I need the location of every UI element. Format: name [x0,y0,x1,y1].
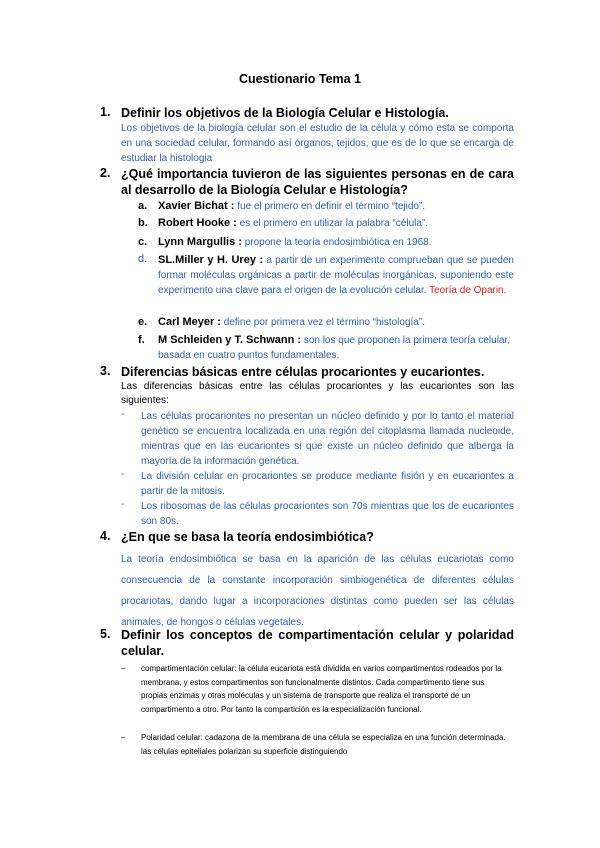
q3-bullet-1-marker: - [121,409,125,420]
question-3-number: 3. [100,364,111,378]
item-d [158,253,514,298]
q5-bullet-2: Polaridad celular: cadazona de la membrana de una célula se especializa en una función determinada. las células epiteliales polarizan su superficie distinguiendo [141,733,506,756]
item-b-desc: es el primero en utilizar la palabra “célula”. [239,218,429,229]
question-2-number: 2. [100,166,111,180]
item-c [158,235,514,250]
item-f-letter: f. [138,334,145,346]
item-a [158,199,514,214]
document-title: Cuestionario Tema 1 [238,72,362,86]
question-5-number: 5. [100,627,111,641]
q3-bullet-1: Las células procariontes no presentan un núcleo definido y por lo tanto el material genético se encuentra localizada en una región del citoplasma llamada nucleoide, mientras que en las eucariontes si que existe un núcleo definido que alberga la mayoría de la información genética. [141,411,514,467]
q5-bullet-1-marker: – [121,664,126,673]
question-3-text: Diferencias básicas entre células procariontes y eucariontes. [121,365,485,379]
item-d-desc: a partir de un experimento comprueban que se pueden formar moléculas orgánicas a partir de moléculas inorgánicas, suponiendo este experimento una clave para el origen de la evolución celular. [158,255,514,296]
question-4-text: ¿En que se basa la teoría endosimbiótica? [121,530,374,544]
item-d-name: SL.Miller y H. Urey : [158,254,264,266]
question-1-answer: Los objetivos de la biología celular son el estudio de la célula y cómo esta se comporta en una sociedad celular, formando así órganos, tejidos, que es de lo que se encarga de estudiar la histologia [121,123,514,164]
question-4-number: 4. [100,529,111,543]
item-c-letter: c. [138,236,148,248]
item-f-name: M Schleiden y T. Schwann : [158,334,302,346]
item-a-name: Xavier Bichat : [158,200,235,212]
item-c-name: Lynn Margullis : [158,236,242,248]
item-a-letter: a. [138,200,148,212]
question-3-intro: Las diferencias básicas entre las células procariontes y las eucariontes son las siguientes: [121,381,514,406]
question-1-number: 1. [100,105,111,119]
item-e-name: Carl Meyer : [158,316,221,328]
item-d-letter: d. [138,253,148,265]
question-5-text: Definir los conceptos de compartimentación celular y polaridad celular. [121,628,514,658]
item-e-desc: define por primera vez el término “histología”. [223,317,425,328]
item-b [158,216,514,231]
item-a-desc: fue el primero en definir el término “tejido”. [237,201,426,212]
q3-bullet-3-marker: - [121,499,125,510]
q3-bullet-3: Los ribosomas de las células procariontes son 70s mientras que los de eucariontes son 80s. [141,501,514,527]
item-f [158,333,514,363]
question-2-text: ¿Qué importancia tuvieron de las siguientes personas en de cara al desarrollo de la Biología Celular e Histología? [121,167,514,197]
question-1-text: Definir los objetivos de la Biología Celular e Histología. [121,106,449,120]
item-e [158,315,514,330]
q3-bullet-2: La división celular en procariontes se produce mediante fisión y en eucariontes a partir de la mitosis. [141,471,514,497]
item-b-letter: b. [138,217,148,229]
question-4-answer: La teoría endosimbiótica se basa en la aparición de las células eucariotas como consecuencia de la constante incorporación simbiogenética de diferentes células procariotas, dando lugar a incorporaciones distintas como pueden ser las células animales, de hongos o células vegetales. [121,554,514,628]
q5-bullet-2-marker: – [121,733,126,742]
item-b-name: Robert Hooke : [158,217,237,229]
q3-bullet-2-marker: - [121,469,125,480]
item-c-desc: propone la teoría endosimbiótica en 1968. [244,237,432,248]
q5-bullet-1: compartimentación celular: la célula eucariota está dividida en varios compartimentos rodeados por la membrana, y estos compartimentos son funcionalmente distintos. Cada compartimento tiene sus propias enzimas y otras moléculas y un sistema de transporte que realiza el transporte de un compartimento a otro. Por tanto la compartición es la especialización funcional. [141,664,502,714]
item-d-extra: Teoría de Oparin. [429,285,507,296]
item-f-desc: son los que proponen la primera teoría celular, basada en cuatro puntos fundamentales. [158,335,511,361]
item-e-letter: e. [138,316,148,328]
